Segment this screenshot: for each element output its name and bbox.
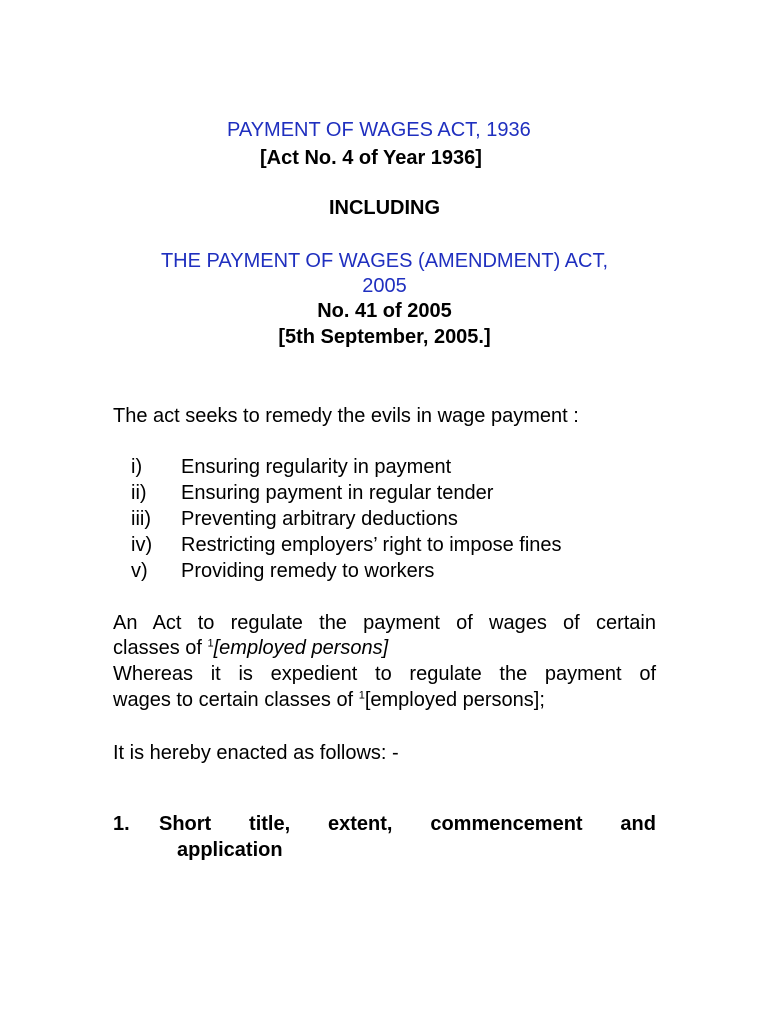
list-item-text: Ensuring regularity in payment bbox=[181, 456, 452, 478]
preamble-line-3: Whereas it is expedient to regulate the payment of bbox=[113, 663, 656, 685]
list-item bbox=[131, 558, 631, 584]
section-title-line2: application bbox=[177, 839, 283, 861]
act-number: [Act No. 4 of Year 1936] bbox=[260, 147, 482, 169]
list-item-number: ii) bbox=[131, 482, 147, 504]
footnote-ref: 1 bbox=[207, 637, 214, 650]
list-item-number: iv) bbox=[131, 534, 153, 556]
list-item-number: i) bbox=[131, 456, 143, 478]
amendment-title-line2: 2005 bbox=[362, 275, 407, 297]
list-item-text: Providing remedy to workers bbox=[181, 560, 435, 582]
list-item-number: iii) bbox=[131, 508, 151, 530]
list-item-text: Ensuring payment in regular tender bbox=[181, 482, 494, 504]
list-item-text: Restricting employers’ right to impose fines bbox=[181, 534, 562, 556]
preamble-line-4 bbox=[113, 687, 545, 713]
list-item-text: Preventing arbitrary deductions bbox=[181, 508, 458, 530]
list-item bbox=[131, 480, 631, 506]
employed-persons-italic: [employed persons] bbox=[213, 637, 389, 659]
list-item bbox=[131, 454, 631, 480]
preamble-line-2-prefix: classes of bbox=[113, 637, 208, 659]
amendment-title-line1: THE PAYMENT OF WAGES (AMENDMENT) ACT, bbox=[160, 250, 609, 272]
preamble-line-1: An Act to regulate the payment of wages of certain bbox=[113, 612, 656, 634]
preamble-line-4-suffix: [employed persons]; bbox=[364, 689, 545, 711]
intro-text: The act seeks to remedy the evils in wage payment : bbox=[113, 405, 579, 427]
list-item bbox=[131, 506, 631, 532]
amendment-date: [5th September, 2005.] bbox=[278, 326, 491, 348]
footnote-ref: 1 bbox=[358, 689, 365, 702]
objectives-list bbox=[131, 454, 631, 584]
list-item-number: v) bbox=[131, 560, 148, 582]
preamble-line-2 bbox=[113, 635, 388, 661]
section-number: 1. bbox=[113, 813, 130, 835]
list-item bbox=[131, 532, 631, 558]
act-title: PAYMENT OF WAGES ACT, 1936 bbox=[227, 119, 531, 141]
section-title-line1: Short title, extent, commencement and bbox=[159, 813, 656, 835]
amendment-number: No. 41 of 2005 bbox=[317, 300, 452, 322]
enacted-text: It is hereby enacted as follows: - bbox=[113, 742, 399, 764]
preamble-line-4-prefix: wages to certain classes of bbox=[113, 689, 359, 711]
including-heading: INCLUDING bbox=[328, 197, 441, 219]
